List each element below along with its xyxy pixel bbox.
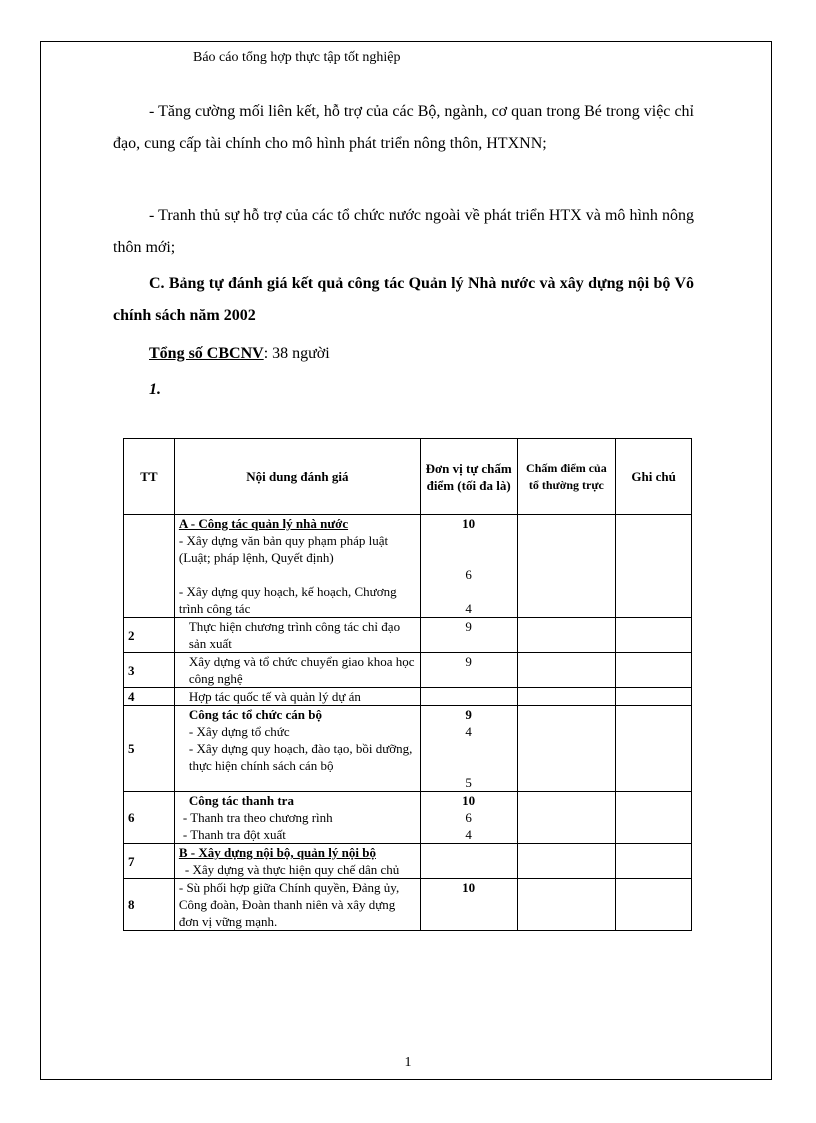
- row-score: 10 6 4: [420, 515, 517, 618]
- row-number: 8: [124, 879, 175, 931]
- list-number: 1.: [149, 381, 161, 398]
- table-row: [124, 653, 692, 688]
- evaluation-table: [123, 438, 692, 931]
- item-text: - Xây dựng quy hoạch, kế hoạch, Chương trình công tác: [178, 584, 397, 616]
- table-row: [124, 879, 692, 931]
- table-header-row: [124, 439, 692, 515]
- item-text: - Xây dựng tổ chức: [188, 724, 290, 739]
- item-text: - Xây dựng văn bản quy phạm pháp luật (Luật; pháp lệnh, Quyết định): [178, 533, 389, 565]
- paragraph-2-text: - Tranh thủ sự hỗ trợ của các tổ chức nước ngoài về phát triển HTX và mô hình nông thôn mới;: [113, 207, 694, 256]
- table-row: [124, 792, 692, 844]
- row-score: 9: [420, 618, 517, 653]
- staff-total-value: : 38 người: [263, 345, 330, 362]
- row-content: Thực hiện chương trình công tác chỉ đạo sản xuất: [174, 618, 420, 653]
- item-text: - Xây dựng quy hoạch, đào tạo, bồi dưỡng, thực hiện chính sách cán bộ: [188, 741, 413, 773]
- item-text: - Xây dựng và thực hiện quy chế dân chủ: [184, 862, 400, 877]
- section-heading-text: C. Bảng tự đánh giá kết quả công tác Quản lý Nhà nước và xây dựng nội bộ Vô chính sách năm 2002: [113, 275, 694, 324]
- row-number: 2: [124, 618, 175, 653]
- row-content: Hợp tác quốc tế và quản lý dự án: [174, 688, 420, 706]
- table-row: [124, 688, 692, 706]
- row-number: 6: [124, 792, 175, 844]
- row-number: 5: [124, 706, 175, 792]
- section-title: Công tác thanh tra: [188, 793, 294, 808]
- row-score: 9 4 5: [420, 706, 517, 792]
- row-number: 4: [124, 688, 175, 706]
- row-number: 3: [124, 653, 175, 688]
- col-header-self-score: Đơn vị tự chấm điểm (tối đa là): [420, 439, 517, 515]
- row-content: [174, 706, 420, 792]
- staff-total-label: Tổng số CBCNV: [149, 345, 264, 362]
- section-heading: [113, 268, 694, 332]
- row-content: [174, 844, 420, 879]
- col-header-standing-score: Chấm điểm của tổ thường trực: [517, 439, 616, 515]
- col-header-tt: TT: [124, 439, 175, 515]
- row-content: [174, 515, 420, 618]
- staff-total: [113, 338, 694, 370]
- paragraph-2: [113, 200, 694, 264]
- row-score: 10 6 4: [420, 792, 517, 844]
- item-text: - Thanh tra đột xuất: [182, 827, 286, 842]
- table-row: [124, 515, 692, 618]
- col-header-content: Nội dung đánh giá: [174, 439, 420, 515]
- row-score: 10: [420, 879, 517, 931]
- row-content: Xây dựng và tổ chức chuyển giao khoa học công nghệ: [174, 653, 420, 688]
- row-score: 9: [420, 653, 517, 688]
- page-header: Báo cáo tổng hợp thực tập tốt nghiệp: [193, 50, 401, 65]
- item-text: - Thanh tra theo chương rình: [182, 810, 333, 825]
- page-number: 1: [404, 1055, 412, 1070]
- section-title: B - Xây dựng nội bộ, quản lý nội bộ: [178, 845, 376, 860]
- table-row: [124, 844, 692, 879]
- table-row: [124, 706, 692, 792]
- row-content: [174, 792, 420, 844]
- section-title: Công tác tổ chức cán bộ: [188, 707, 322, 722]
- col-header-note: Ghi chú: [616, 439, 692, 515]
- paragraph-1-text: - Tăng cường mối liên kết, hỗ trợ của các Bộ, ngành, cơ quan trong Bé trong việc chỉ đạo, cung cấp tài chính cho mô hình phát triển nông thôn, HTXNN;: [113, 103, 694, 152]
- paragraph-1: [113, 96, 694, 160]
- table-row: [124, 618, 692, 653]
- row-content: - Sù phối hợp giữa Chính quyền, Đảng ủy, Công đoàn, Đoàn thanh niên và xây dựng đơn vị vững mạnh.: [174, 879, 420, 931]
- section-title: A - Công tác quản lý nhà nước: [178, 516, 349, 531]
- row-number: 7: [124, 844, 175, 879]
